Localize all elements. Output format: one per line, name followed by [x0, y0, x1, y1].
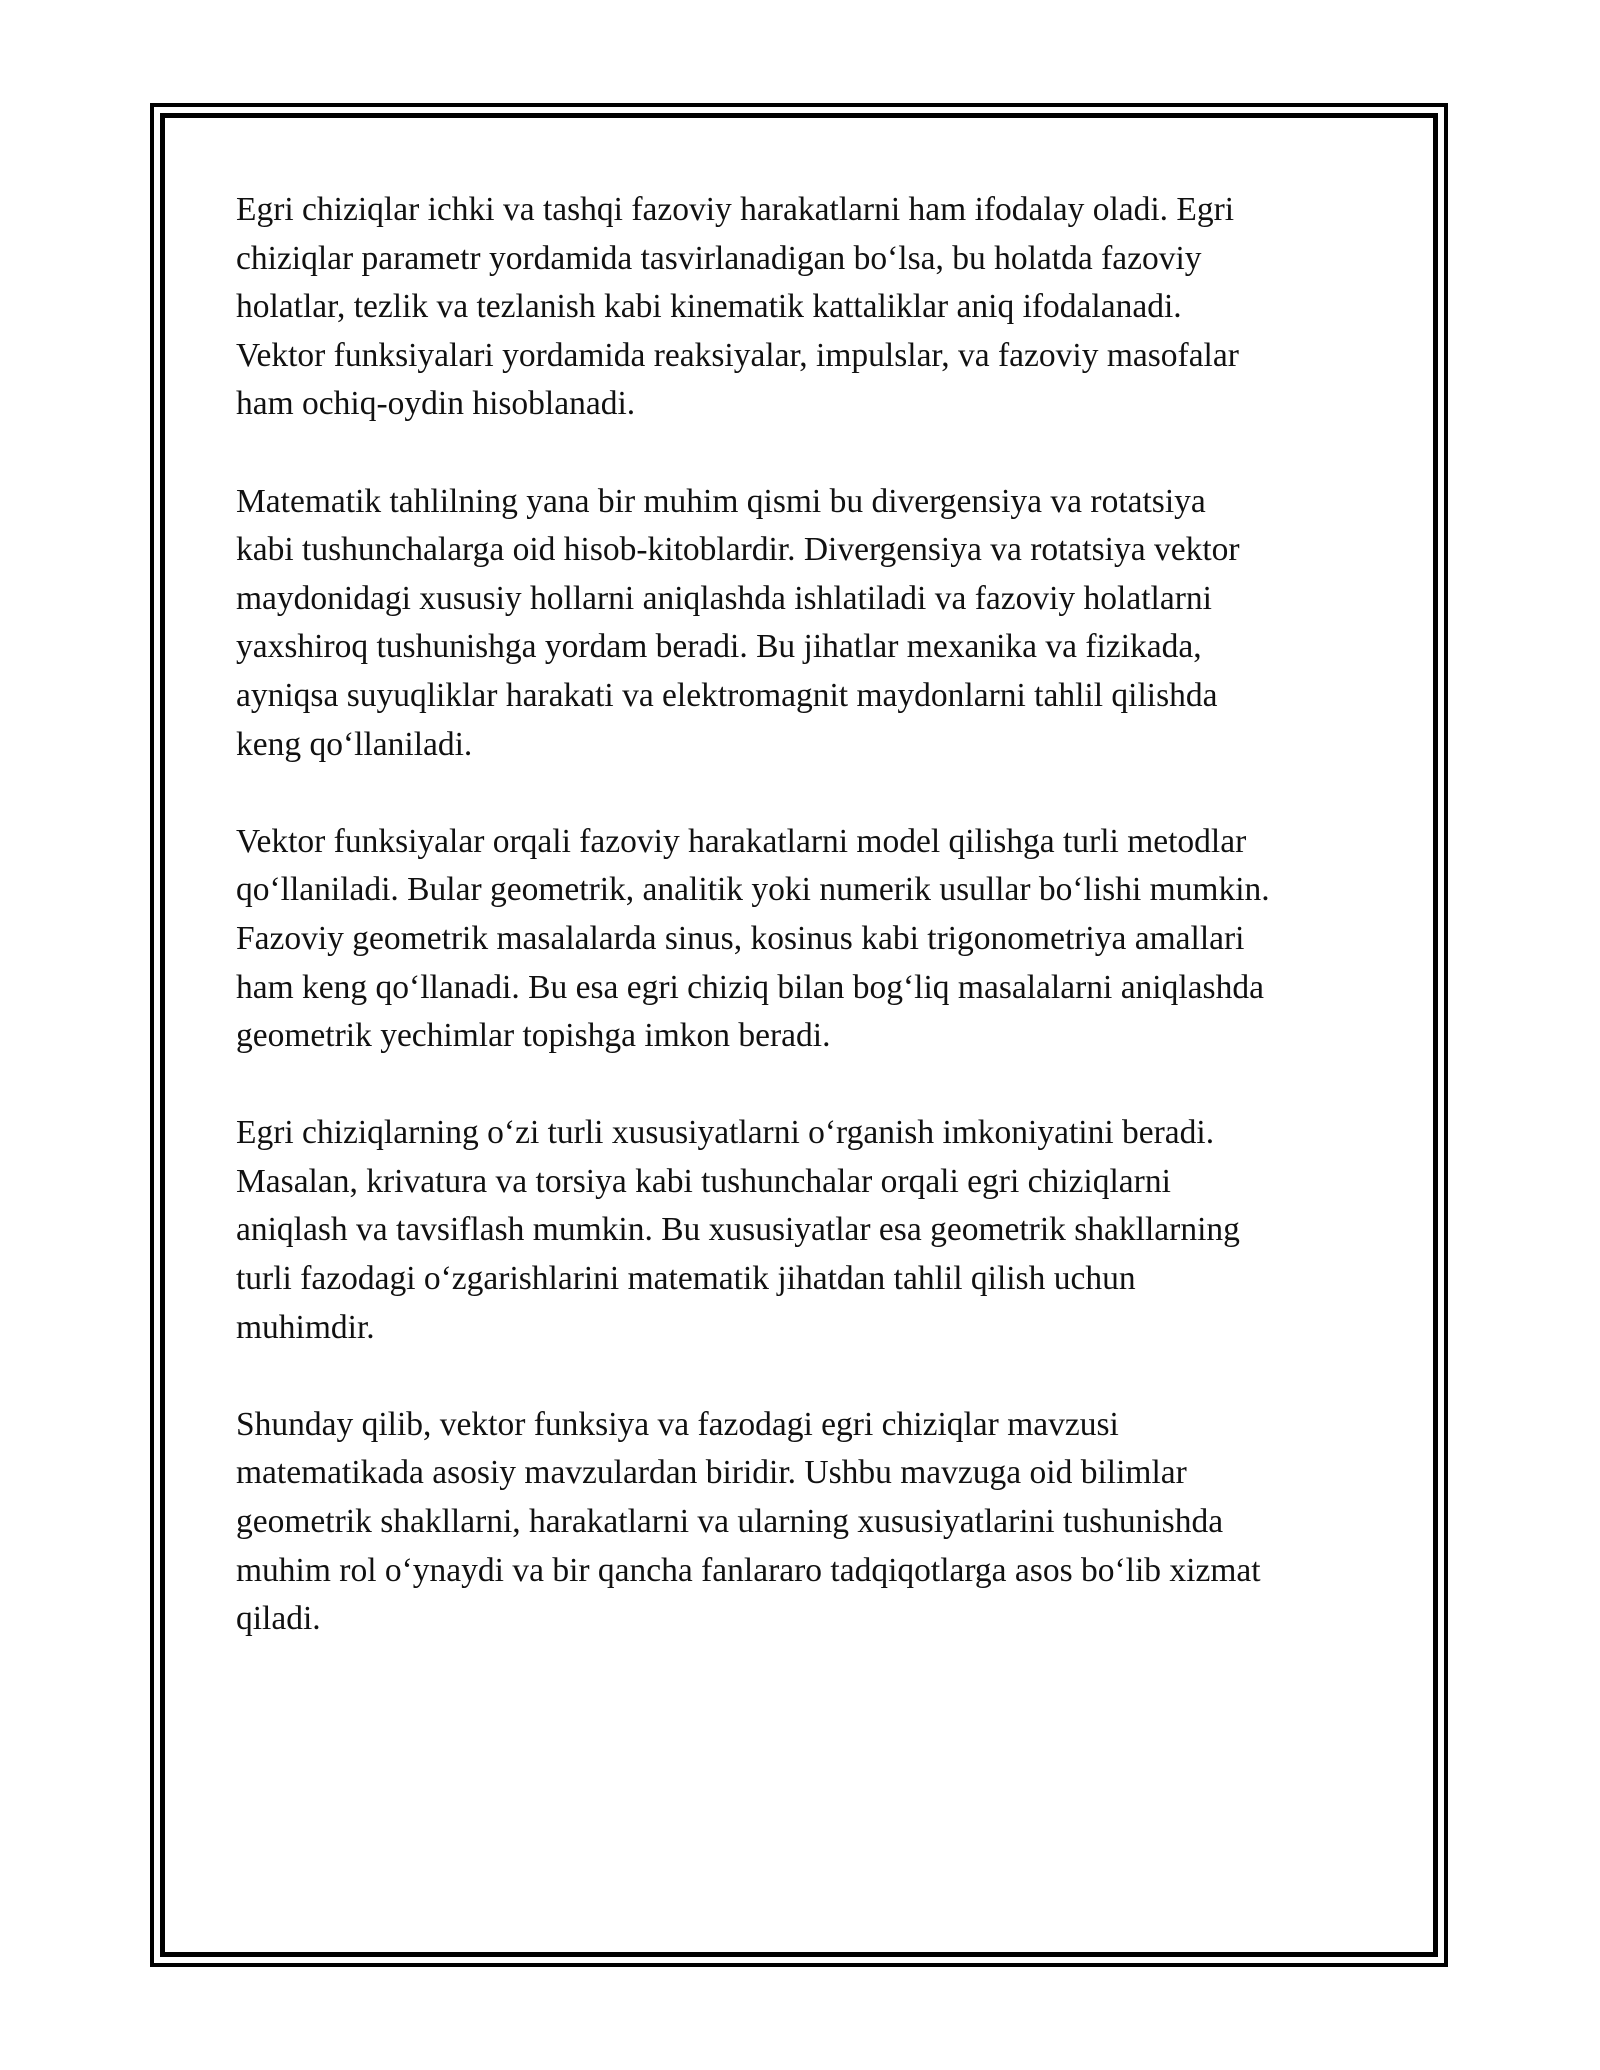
paragraph-4: Egri chiziqlarning o‘zi turli xususiyatlarni o‘rganish imkoniyatini beradi. Masalan, krivatura va torsiya kabi tushunchalar orqali egri chiziqlarni aniqlash va tavsiflash mumkin. Bu xususiyatlar esa geometrik shakllarning turli fazodagi o‘zgarishlarini matematik jihatdan tahlil qilish uchun muhimdir.: [236, 1114, 1240, 1346]
paragraph-1: Egri chiziqlar ichki va tashqi fazoviy harakatlarni ham ifodalay oladi. Egri chiziqlar parametr yordamida tasvirlanadigan bo‘lsa, bu holatda fazoviy holatlar, tezlik va tezlanish kabi kinematik kattaliklar aniq ifodalanadi. Vektor funksiyalari yordamida reaksiyalar, impulslar, va fazoviy masofalar ham ochiq-oydin hisoblanadi.: [236, 191, 1239, 423]
paragraph-2: Matematik tahlilning yana bir muhim qismi bu divergensiya va rotatsiya kabi tushunchalarga oid hisob-kitoblardir. Divergensiya va rotatsiya vektor maydonidagi xususiy hollarni aniqlashda ishlatiladi va fazoviy holatlarni yaxshiroq tushunishga yordam beradi. Bu jihatlar mexanika va fizikada, ayniqsa suyuqliklar harakati va elektromagnit maydonlarni tahlil qilishda keng qo‘llaniladi.: [236, 482, 1240, 763]
paragraph-3: Vektor funksiyalar orqali fazoviy harakatlarni model qilishga turli metodlar qo‘llaniladi. Bular geometrik, analitik yoki numerik usullar bo‘lishi mumkin. Fazoviy geometrik masalalarda sinus, kosinus kabi trigonometriya amallari ham keng qo‘llanadi. Bu esa egri chiziq bilan bog‘liq masalalarni aniqlashda geometrik yechimlar topishga imkon beradi.: [236, 822, 1270, 1055]
paragraph-5: Shunday qilib, vektor funksiya va fazodagi egri chiziqlar mavzusi matematikada asosiy mavzulardan biridir. Ushbu mavzuga oid bilimlar geometrik shakllarni, harakatlarni va ularning xususiyatlarini tushunishda muhim rol o‘ynaydi va bir qancha fanlararo tadqiqotlarga asos bo‘lib xizmat qiladi.: [236, 1405, 1261, 1638]
body-text: [236, 186, 1396, 1692]
